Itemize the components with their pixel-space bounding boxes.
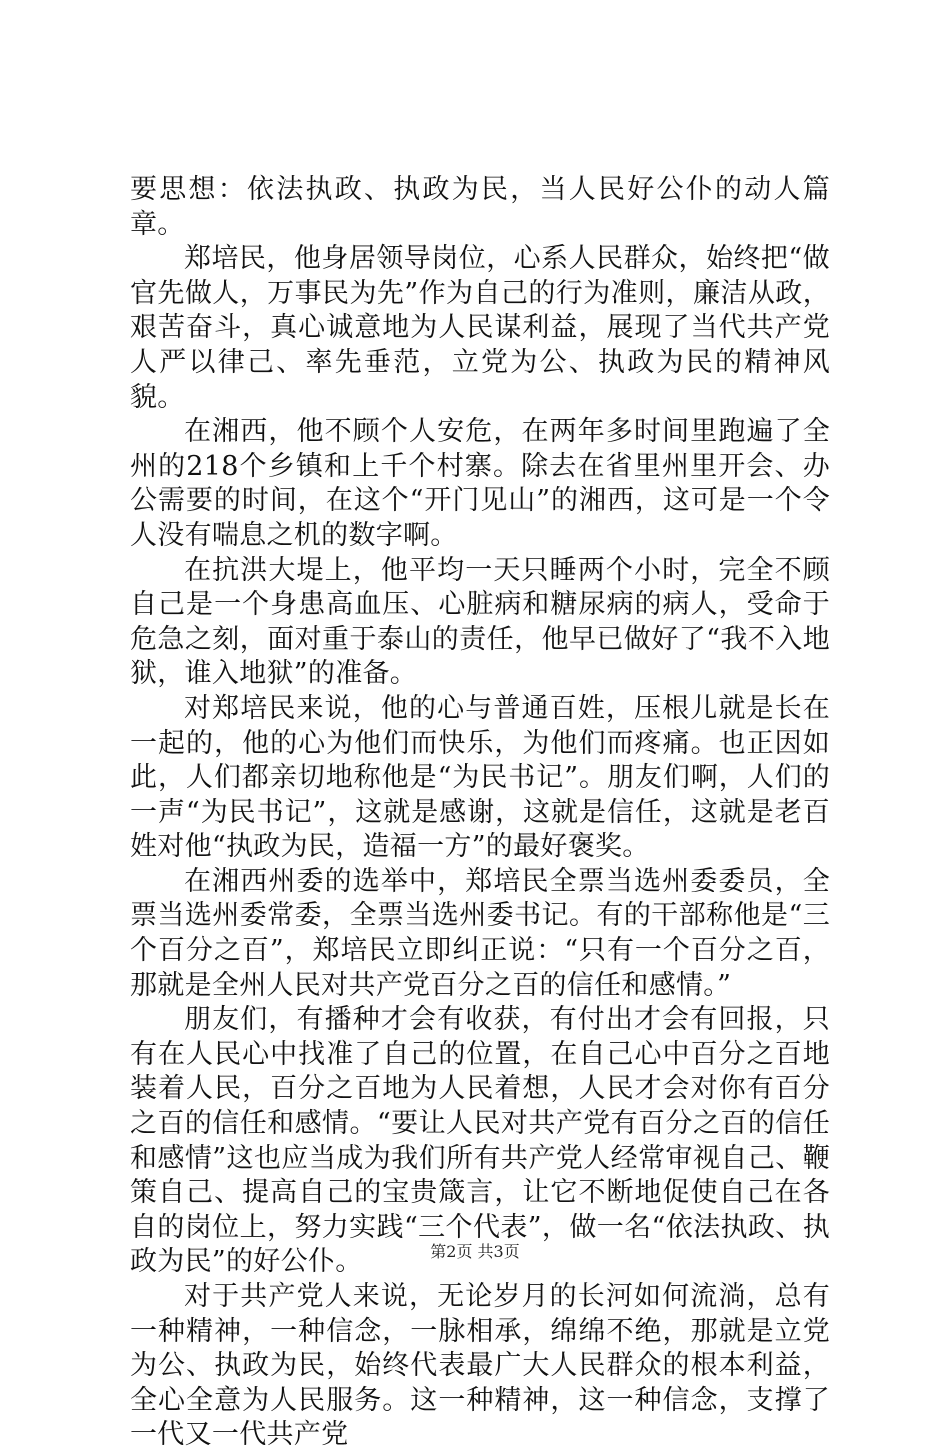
paragraph: 在抗洪大堤上，他平均一天只睡两个小时，完全不顾自己是一个身患高血压、心脏病和糖尿病的病人，受命于危急之刻，面对重于泰山的责任，他早已做好了“我不入地狱，谁入地狱”的准备。 <box>130 554 830 690</box>
page-number-label: 第2页 共3页 <box>430 1242 520 1261</box>
paragraph-continuation: 要思想：依法执政、执政为民，当人民好公仆的动人篇章。 <box>130 174 830 240</box>
paragraph: 对郑培民来说，他的心与普通百姓，压根儿就是长在一起的，他的心为他们而快乐，为他们而疼痛。也正因如此，人们都亲切地称他是“为民书记”。朋友们啊，人们的一声“为民书记”，这就是感谢，这就是信任，这就是老百姓对他“执政为民，造福一方”的最好褒奖。 <box>130 692 830 863</box>
paragraph: 朋友们，有播种才会有收获，有付出才会有回报，只有在人民心中找准了自己的位置，在自己心中百分之百地装着人民，百分之百地为人民着想，人民才会对你有百分之百的信任和感情。“要让人民对共产党有百分之百的信任和感情”这也应当成为我们所有共产党人经常审视自己、鞭策自己、提高自己的宝贵箴言，让它不断地促使自己在各自的岗位上，努力实践“三个代表”，做一名“依法执政、执政为民”的好公仆。 <box>130 1004 830 1278</box>
paragraph: 在湘西州委的选举中，郑培民全票当选州委委员，全票当选州委常委，全票当选州委书记。有的干部称他是“三个百分之百”，郑培民立即纠正说：“只有一个百分之百，那就是全州人民对共产党百分之百的信任和感情。” <box>130 865 830 1001</box>
paragraph: 对于共产党人来说，无论岁月的长河如何流淌，总有一种精神，一种信念，一脉相承，绵绵不绝，那就是立党为公、执政为民，始终代表最广大人民群众的根本利益，全心全意为人民服务。这一种精神，这一种信念，支撑了一代又一代共产党 <box>130 1281 830 1451</box>
paragraph: 在湘西，他不顾个人安危，在两年多时间里跑遍了全州的218个乡镇和上千个村寨。除去在省里州里开会、办公需要的时间，在这个“开门见山”的湘西，这可是一个令人没有喘息之机的数字啊。 <box>130 416 830 551</box>
page-footer <box>0 1242 950 1262</box>
paragraph: 郑培民，他身居领导岗位，心系人民群众，始终把“做官先做人，万事民为先”作为自己的行为准则，廉洁从政，艰苦奋斗，真心诚意地为人民谋利益，展现了当代共产党人严以律己、率先垂范，立党为公、执政为民的精神风貌。 <box>130 243 830 413</box>
